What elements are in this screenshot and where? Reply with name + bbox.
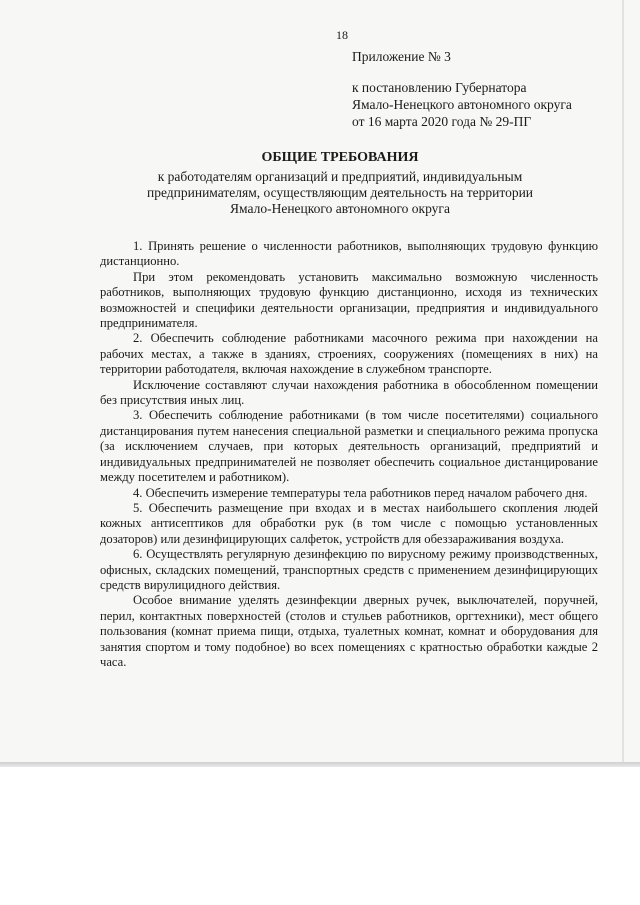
paragraph: 6. Осуществлять регулярную дезинфекцию по вирусному режиму производственных, офисных, складских помещений, транспортных средств с применением дезинфицирующих средств вирулицидного действия. [100, 547, 598, 592]
paragraph: 1. Принять решение о численности работников, выполняющих трудовую функцию дистанционно. [100, 239, 598, 269]
appendix-block [352, 48, 572, 130]
paragraph: 2. Обеспечить соблюдение работниками масочного режима при нахождении на рабочих местах, а также в зданиях, строениях, сооружениях (помещениях в них) на территории работодателя, включая нахождение в служебном транспорте. [100, 331, 598, 377]
paragraph: Исключение составляют случаи нахождения работника в обособленном помещении без присутствия иных лиц. [100, 377, 598, 408]
paragraph: Особое внимание уделять дезинфекции дверных ручек, выключателей, поручней, перил, контактных поверхностей (столов и стульев работников, оргтехники), мест общего пользования (комнат приема пищи, отдыха, туалетных комнат, комнат и оборудования для занятия спортом и тому подобное) во всех помещениях с кратностью обработки каждые 2 часа. [100, 593, 598, 669]
paragraph: При этом рекомендовать установить максимально возможную численность работников, выполняющих трудовую функцию дистанционно, исходя из технических возможностей и специфики деятельности организации, предприятия и индивидуального предпринимателя. [100, 269, 598, 331]
appendix-line-3: от 16 марта 2020 года № 29-ПГ [352, 114, 532, 129]
scan-edge [622, 0, 624, 762]
scan-bottom-edge [0, 762, 640, 767]
appendix-title: Приложение № 3 [352, 49, 451, 64]
document-heading [100, 150, 580, 217]
document-body [100, 239, 598, 670]
page-number: 18 [336, 28, 348, 42]
appendix-line-1: к постановлению Губернатора [352, 80, 527, 95]
heading-title: ОБЩИЕ ТРЕБОВАНИЯ [261, 150, 419, 165]
heading-line-2: предпринимателям, осуществляющим деятельность на территории [146, 185, 534, 200]
paragraph: 3. Обеспечить соблюдение работниками (в том числе посетителями) социального дистанцирования путем нанесения специальной разметки и специального режима пропуска (за исключением случаев, при которых деятельность организаций, предприятий и индивидуальных предпринимателей не позволяет обеспечить социальное дистанцирование между посетителем и работником). [100, 408, 598, 485]
paragraph: 5. Обеспечить размещение при входах и в местах наибольшего скопления людей кожных антисептиков для обработки рук (в том числе с помощью установленных дозаторов) или дезинфицирующих салфеток, устройств для обеззараживания воздуха. [100, 500, 598, 546]
paragraph: 4. Обеспечить измерение температуры тела работников перед началом рабочего дня. [133, 485, 588, 500]
heading-line-1: к работодателям организаций и предприятий, индивидуальным [157, 169, 523, 184]
appendix-line-2: Ямало-Ненецкого автономного округа [352, 97, 572, 112]
heading-line-3: Ямало-Ненецкого автономного округа [230, 201, 450, 216]
